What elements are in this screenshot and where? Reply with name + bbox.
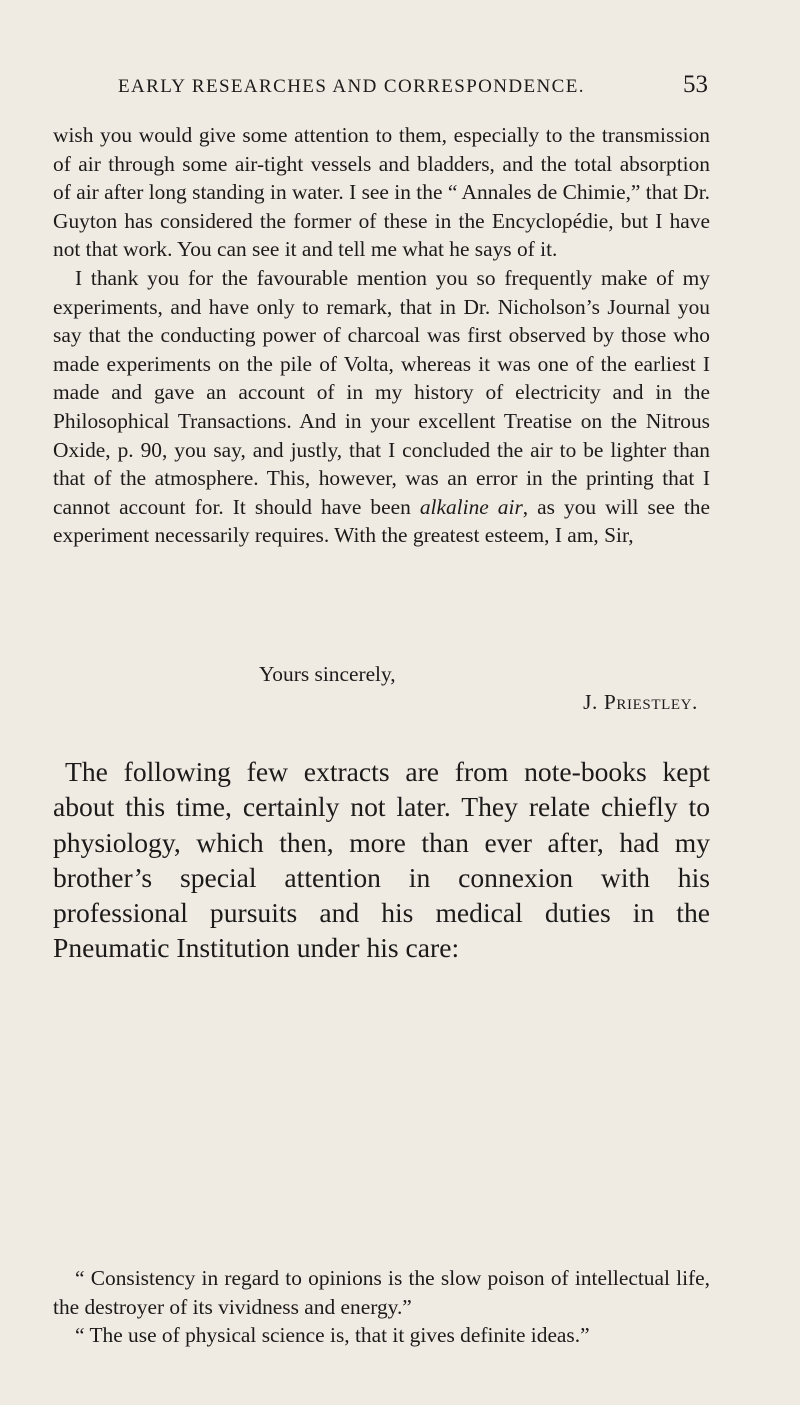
narrative-paragraph: The following few extracts are from note-books kept about this time, certainly not later. They relate chiefly to physiology, which then, more than ever after, had my brother’s special attention in connexion with his professional pursuits and his medical duties in the Pneumatic Institution under his care:	[53, 756, 710, 964]
letter-body	[53, 121, 710, 714]
alkaline-air-emphasis: alkaline air	[419, 494, 523, 519]
letter-paragraph-2-text: I thank you for the favourable mention you so frequently make of my experiments, and have only to remark, that in Dr. Nicholson’s Journal you say that the conducting power of charcoal was first observed by those who made experiments on the pile of Volta, whereas it was one of the earliest I made and gave an account of in my history of electricity and in the Philosophical Transactions. And in your excellent Treatise on the Nitrous Oxide, p. 90, you say, and justly, that I concluded the air to be lighter than that of the atmosphere. This, however, was an error in the printing that I cannot account for. It should have been	[53, 265, 710, 519]
notebook-extracts	[53, 1264, 710, 1350]
running-head	[112, 71, 708, 104]
letter-closing: Yours sincerely,	[259, 662, 396, 686]
narrative-section	[53, 754, 710, 966]
running-title: EARLY RESEARCHES AND CORRESPONDENCE.	[118, 76, 585, 97]
letter-paragraph-1: wish you would give some attention to them, especially to the transmission of air through some air-tight vessels and bladders, and the total absorption of air after long standing in water. I see in the “ Annales de Chimie,” that Dr. Guyton has considered the former of these in the Encyclopédie, but I have not that work. You can see it and tell me what he says of it.	[53, 123, 710, 262]
letter-paragraph-2-end: , as you will see the experiment necessarily requires. With the greatest esteem, I am, Sir,	[53, 494, 710, 548]
quote-consistency: “ Consistency in regard to opinions is the slow poison of intellectual life, the destroyer of its vividness and energy.”	[53, 1266, 710, 1319]
page-number: 53	[683, 71, 708, 98]
quote-physical-science: “ The use of physical science is, that it gives definite ideas.”	[75, 1323, 590, 1348]
letter-signature: J. Priestley.	[583, 690, 698, 714]
letter-paragraph-2	[53, 264, 710, 550]
